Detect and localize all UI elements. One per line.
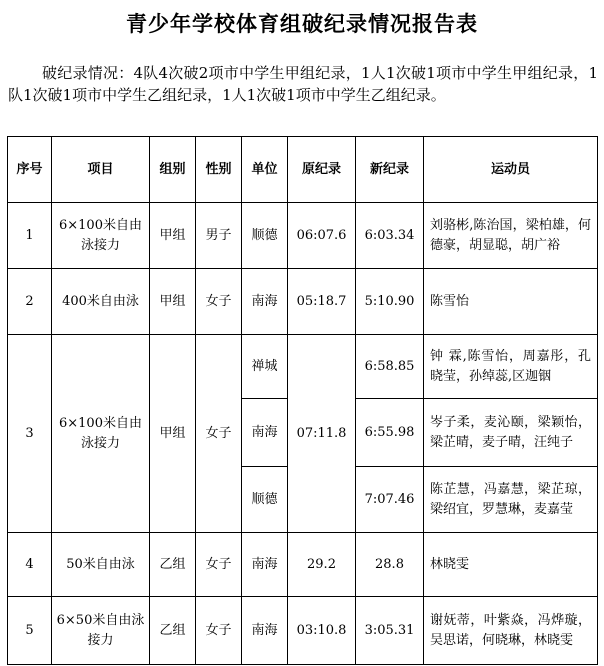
cell-no: 2 — [8, 269, 52, 335]
cell-old-record: 05:18.7 — [288, 269, 356, 335]
cell-unit: 禅城 — [242, 335, 288, 399]
cell-unit: 南海 — [242, 597, 288, 665]
cell-no: 4 — [8, 533, 52, 597]
cell-group: 乙组 — [150, 533, 196, 597]
page-title: 青少年学校体育组破纪录情况报告表 — [126, 11, 478, 36]
cell-event: 6×50米自由泳接力 — [52, 597, 150, 665]
cell-gender: 女子 — [196, 533, 242, 597]
cell-new-record: 6:03.34 — [356, 203, 424, 269]
table-row — [8, 203, 598, 269]
cell-event: 6×100米自由泳接力 — [52, 203, 150, 269]
cell-group: 甲组 — [150, 269, 196, 335]
header-new-record: 新纪录 — [356, 137, 424, 203]
header-old-record: 原纪录 — [288, 137, 356, 203]
cell-event: 50米自由泳 — [52, 533, 150, 597]
table-row — [8, 533, 598, 597]
cell-unit: 南海 — [242, 269, 288, 335]
header-event: 项目 — [52, 137, 150, 203]
table-row — [8, 597, 598, 665]
cell-event: 400米自由泳 — [52, 269, 150, 335]
cell-no: 5 — [8, 597, 52, 665]
cell-athletes: 林晓雯 — [424, 533, 598, 597]
cell-old-record: 29.2 — [288, 533, 356, 597]
cell-athletes: 陈芷慧，冯嘉慧，梁芷琼，梁绍宜，罗慧琳，麦嘉莹 — [424, 467, 598, 533]
cell-group: 甲组 — [150, 203, 196, 269]
cell-athletes: 谢妩蒂，叶紫焱，冯烨璇，吴思诺，何晓琳，林晓雯 — [424, 597, 598, 665]
cell-athletes: 岑子柔，麦沁颐，梁颖怡，梁芷晴，麦子晴，汪纯子 — [424, 399, 598, 467]
cell-event: 6×100米自由泳接力 — [52, 335, 150, 533]
cell-unit: 顺德 — [242, 203, 288, 269]
cell-no: 1 — [8, 203, 52, 269]
cell-old-record: 06:07.6 — [288, 203, 356, 269]
header-no: 序号 — [8, 137, 52, 203]
cell-athletes: 陈雪怡 — [424, 269, 598, 335]
cell-gender: 男子 — [196, 203, 242, 269]
cell-athletes: 钟 霖,陈雪怡，周嘉彤，孔晓莹，孙绰蕊,区迦铟 — [424, 335, 598, 399]
cell-gender: 女子 — [196, 269, 242, 335]
cell-new-record: 3:05.31 — [356, 597, 424, 665]
cell-unit: 顺德 — [242, 467, 288, 533]
cell-group: 甲组 — [150, 335, 196, 533]
cell-new-record: 6:55.98 — [356, 399, 424, 467]
cell-new-record: 7:07.46 — [356, 467, 424, 533]
header-gender: 性别 — [196, 137, 242, 203]
cell-old-record: 07:11.8 — [288, 335, 356, 533]
cell-no: 3 — [8, 335, 52, 533]
header-athletes: 运动员 — [424, 137, 598, 203]
cell-new-record: 6:58.85 — [356, 335, 424, 399]
header-row — [8, 137, 598, 203]
header-group: 组别 — [150, 137, 196, 203]
cell-old-record: 03:10.8 — [288, 597, 356, 665]
records-table — [7, 136, 598, 665]
table-row — [8, 335, 598, 399]
cell-unit: 南海 — [242, 399, 288, 467]
cell-new-record: 28.8 — [356, 533, 424, 597]
header-unit: 单位 — [242, 137, 288, 203]
table-row — [8, 269, 598, 335]
cell-gender: 女子 — [196, 597, 242, 665]
cell-athletes: 刘骆彬,陈治国，梁柏雄，何德豪，胡显聪，胡广裕 — [424, 203, 598, 269]
cell-gender: 女子 — [196, 335, 242, 533]
summary-paragraph: 破纪录情况：4队4次破2项市中学生甲组纪录，1人1次破1项市中学生甲组纪录，1队1次破1项市中学生乙组纪录，1人1次破1项市中学生乙组纪录。 — [8, 64, 598, 104]
cell-unit: 南海 — [242, 533, 288, 597]
cell-group: 乙组 — [150, 597, 196, 665]
cell-new-record: 5:10.90 — [356, 269, 424, 335]
